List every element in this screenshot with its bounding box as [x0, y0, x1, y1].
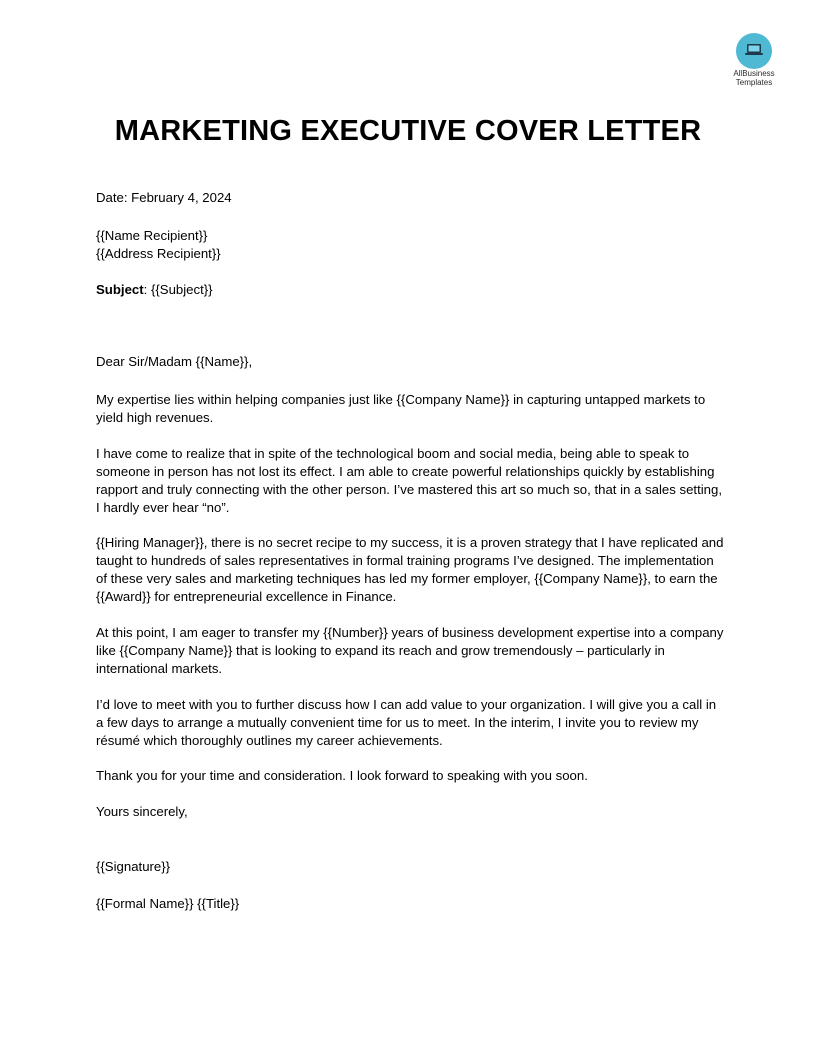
paragraph-3: {{Hiring Manager}}, there is no secret recipe to my success, it is a proven strategy that I have replicated and taught to hundreds of sales representatives in formal training programs I’ve designed. The implementation of these very sales and marketing techniques has led my former employer, {{Company Name}}, to earn the {{Award}} for entrepreneurial excellence in Finance. [96, 535, 724, 604]
subject-line [96, 281, 726, 299]
document-title: MARKETING EXECUTIVE COVER LETTER [114, 115, 702, 147]
laptop-icon [744, 43, 764, 56]
recipient-block [96, 227, 726, 263]
letter-date: Date: February 4, 2024 [96, 190, 232, 205]
greeting: Dear Sir/Madam {{Name}}, [96, 354, 253, 369]
recipient-address: {{Address Recipient}} [96, 246, 221, 261]
logo-badge [736, 33, 772, 69]
subject-label: Subject [96, 282, 144, 297]
paragraph-5: I’d love to meet with you to further discuss how I can add value to your organization. I will give you a call in a few days to arrange a mutually convenient time for us to meet. In the interim, I invite you to review my résumé which thoroughly outlines my career achievements. [96, 697, 717, 748]
paragraph-4: At this point, I am eager to transfer my {{Number}} years of business development expertise into a company like {{Company Name}} that is looking to expand its reach and grow tremendously – particularly in international markets. [96, 625, 724, 676]
signature-placeholder: {{Signature}} [96, 859, 171, 874]
logo-line-2: Templates [735, 78, 773, 87]
paragraph-1: My expertise lies within helping companies just like {{Company Name}} in capturing untapped markets to yield high revenues. [96, 392, 706, 425]
closing: Yours sincerely, [96, 804, 188, 819]
subject-value: : {{Subject}} [143, 282, 213, 297]
paragraph-2: I have come to realize that in spite of the technological boom and social media, being able to speak to someone in person has not lost its effect. I am able to create powerful relationships quickly by establishing rapport and truly connecting with the other person. I’ve mastered this art so much so, that in a sales setting, I hardly ever hear “no”. [96, 446, 723, 515]
logo-line-1: AllBusiness [733, 69, 775, 78]
paragraph-6: Thank you for your time and consideration. I look forward to speaking with you soon. [96, 768, 588, 783]
recipient-name: {{Name Recipient}} [96, 228, 208, 243]
logo-text [726, 69, 782, 87]
formal-name-title: {{Formal Name}} {{Title}} [96, 896, 240, 911]
